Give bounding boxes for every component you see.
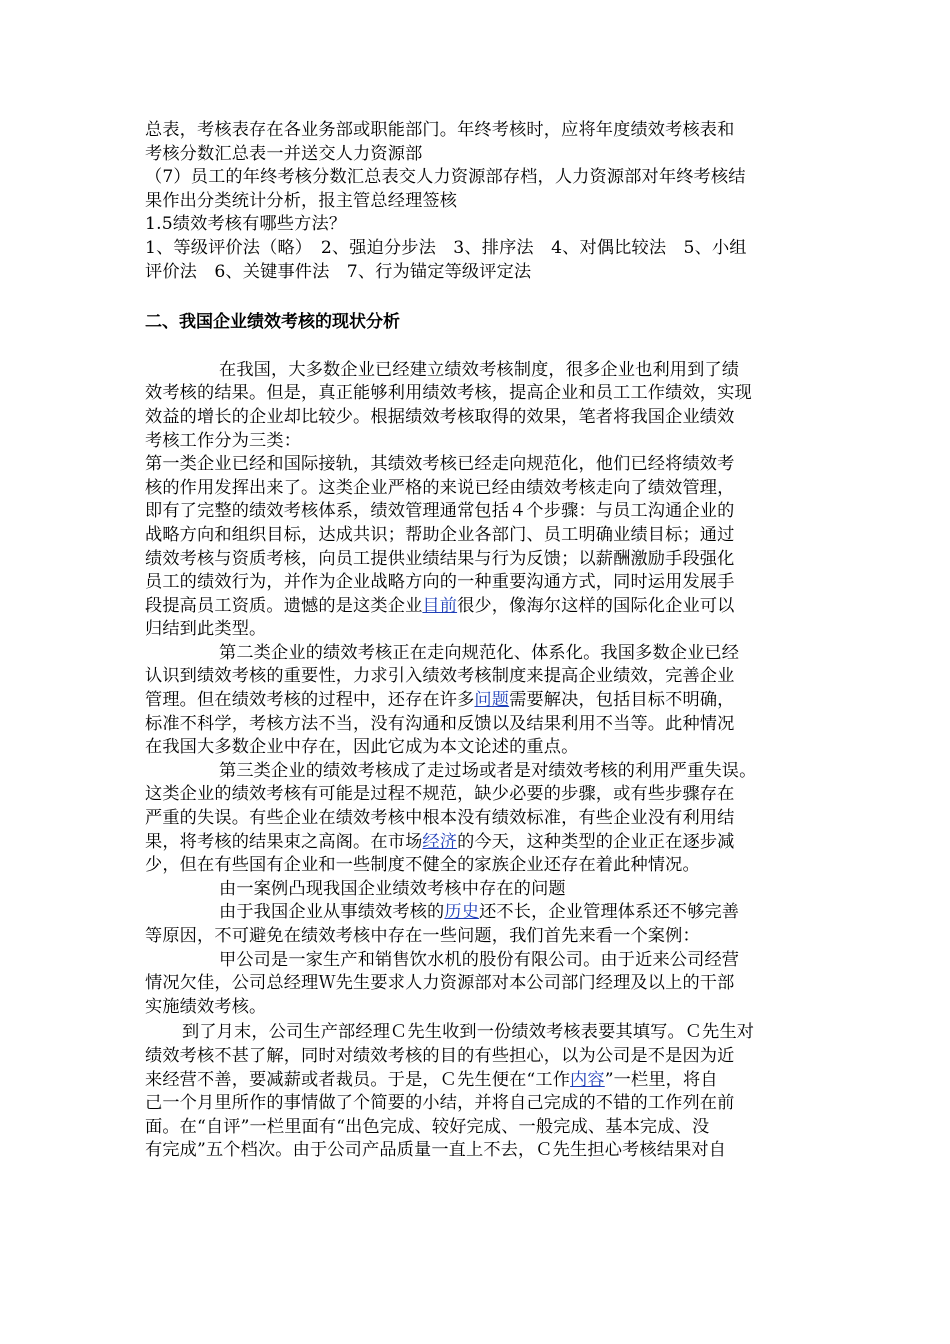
text-line: 总表，考核表存在各业务部或职能部门。年终考核时，应将年度绩效考核表和 bbox=[145, 120, 735, 140]
link-wen-ti[interactable]: 问题 bbox=[474, 690, 510, 711]
text-segment: 还不长，企业管理体系还不够完善 bbox=[479, 902, 740, 923]
text-line: 战略方向和组织目标，达成共识；帮助企业各部门、员工明确业绩目标；通过 bbox=[145, 524, 735, 545]
text-line: 绩效考核与资质考核，向员工提供业绩结果与行为反馈；以薪酬激励手段强化 bbox=[145, 548, 735, 569]
document-page bbox=[145, 119, 810, 1163]
paragraph-case bbox=[145, 878, 810, 1020]
text-line: 效益的增长的企业却比较少。根据绩效考核取得的效果，笔者将我国企业绩效 bbox=[145, 406, 735, 427]
link-jing-ji[interactable]: 经济 bbox=[422, 831, 458, 852]
text-segment: 的今天，这种类型的企业正在逐步减 bbox=[457, 831, 735, 852]
text-line: 第二类企业的绩效考核正在走向规范化、体系化。我国多数企业已经 bbox=[219, 642, 740, 663]
text-line bbox=[145, 595, 810, 619]
text-line: 归结到此类型。 bbox=[145, 619, 267, 640]
link-mu-qian[interactable]: 目前 bbox=[422, 595, 458, 616]
text-line: 第三类企业的绩效考核成了走过场或者是对绩效考核的利用严重失误。 bbox=[219, 760, 757, 781]
text-line: 考核分数汇总表一并送交人力资源部 bbox=[145, 143, 423, 164]
text-line: 评价法 6、关键事件法 7、行为锚定等级评定法 bbox=[145, 261, 532, 282]
case-title: 由一案例凸现我国企业绩效考核中存在的问题 bbox=[219, 878, 566, 899]
text-line: 有完成”五个档次。由于公司产品质量一直上不去，Ｃ先生担心考核结果对自 bbox=[145, 1140, 727, 1161]
text-line: 己一个月里所作的事情做了个简要的小结，并将自己完成的不错的工作列在前 bbox=[145, 1093, 735, 1114]
text-line: 认识到绩效考核的重要性，力求引入绩效考核制度来提高企业绩效，完善企业 bbox=[145, 666, 735, 687]
text-line bbox=[145, 831, 810, 855]
text-line: 即有了完整的绩效考核体系，绩效管理通常包括４个步骤：与员工沟通企业的 bbox=[145, 501, 735, 522]
text-line: 1、等级评价法（略） 2、强迫分步法 3、排序法 4、对偶比较法 5、小组 bbox=[145, 237, 747, 258]
paragraph-intro bbox=[145, 359, 810, 453]
text-line: 少，但在有些国有企业和一些制度不健全的家族企业还存在着此种情况。 bbox=[145, 855, 700, 876]
link-li-shi[interactable]: 历史 bbox=[444, 902, 480, 923]
text-segment: 需要解决，包括目标不明确， bbox=[509, 690, 735, 711]
paragraph-month-end bbox=[145, 1021, 810, 1163]
text-line bbox=[145, 901, 810, 925]
text-segment: 管理。但在绩效考核的过程中，还存在许多 bbox=[145, 690, 475, 711]
text-line: 实施绩效考核。 bbox=[145, 996, 267, 1017]
text-line: 员工的绩效行为，并作为企业战略方向的一种重要沟通方式，同时运用发展手 bbox=[145, 572, 735, 593]
text-line: 绩效考核不甚了解，同时对绩效考核的目的有些担心，以为公司是不是因为近 bbox=[145, 1045, 735, 1066]
text-line: 这类企业的绩效考核有可能是过程不规范，缺少必要的步骤，或有些步骤存在 bbox=[145, 784, 735, 805]
text-line: 考核工作分为三类： bbox=[145, 430, 302, 451]
text-line bbox=[145, 689, 810, 713]
text-segment: 段提高员工资质。遗憾的是这类企业 bbox=[145, 595, 423, 616]
text-line: 果作出分类统计分析，报主管总经理签核 bbox=[145, 190, 458, 211]
text-line: 到了月末，公司生产部经理Ｃ先生收到一份绩效考核表要其填写。Ｃ先生对 bbox=[182, 1022, 755, 1043]
paragraph-type-two bbox=[145, 642, 810, 760]
text-line: 甲公司是一家生产和销售饮水机的股份有限公司。由于近来公司经营 bbox=[219, 949, 740, 970]
text-segment: 果，将考核的结果束之高阁。在市场 bbox=[145, 831, 423, 852]
text-segment: 很少，像海尔这样的国际化企业可以 bbox=[457, 595, 735, 616]
text-segment: 来经营不善，要减薪或者裁员。于是，Ｃ先生便在“工作 bbox=[145, 1069, 571, 1090]
text-line: 在我国，大多数企业已经建立绩效考核制度，很多企业也利用到了绩 bbox=[219, 359, 740, 380]
text-line: 标准不科学，考核方法不当，没有沟通和反馈以及结果利用不当等。此种情况 bbox=[145, 713, 735, 734]
text-line: 等原因，不可避免在绩效考核中存在一些问题，我们首先来看一个案例： bbox=[145, 926, 700, 946]
text-line: 面。在“自评”一栏里面有“出色完成、较好完成、一般完成、基本完成、没 bbox=[145, 1116, 710, 1137]
section-subheading: 1.5绩效考核有哪些方法？ bbox=[145, 214, 347, 235]
text-line: 情况欠佳，公司总经理Ｗ先生要求人力资源部对本公司部门经理及以上的干部 bbox=[145, 973, 735, 994]
paragraph-type-one bbox=[145, 453, 810, 642]
text-line: 在我国大多数企业中存在，因此它成为本文论述的重点。 bbox=[145, 737, 579, 758]
paragraph-summary-table bbox=[145, 119, 810, 284]
text-segment: ”一栏里，将自 bbox=[604, 1069, 718, 1090]
paragraph-type-three bbox=[145, 760, 810, 878]
section-heading: 二、我国企业绩效考核的现状分析 bbox=[145, 312, 400, 333]
text-line: （7）员工的年终考核分数汇总表交人力资源部存档，人力资源部对年终考核结 bbox=[145, 167, 746, 188]
text-line: 第一类企业已经和国际接轨，其绩效考核已经走向规范化，他们已经将绩效考 bbox=[145, 454, 735, 475]
text-segment: 由于我国企业从事绩效考核的 bbox=[219, 902, 445, 923]
text-line: 效考核的结果。但是，真正能够利用绩效考核，提高企业和员工工作绩效，实现 bbox=[145, 383, 752, 404]
text-line: 严重的失误。有些企业在绩效考核中根本没有绩效标准，有些企业没有利用结 bbox=[145, 808, 735, 829]
link-nei-rong[interactable]: 内容 bbox=[570, 1069, 605, 1090]
text-line: 核的作用发挥出来了。这类企业严格的来说已经由绩效考核走向了绩效管理， bbox=[145, 477, 735, 498]
text-line bbox=[145, 1069, 810, 1093]
